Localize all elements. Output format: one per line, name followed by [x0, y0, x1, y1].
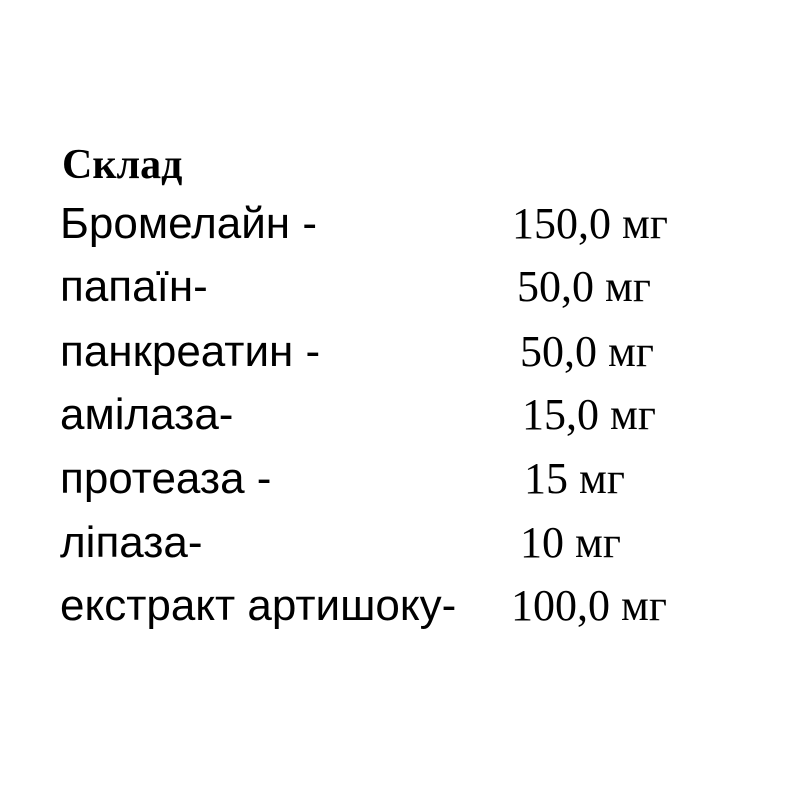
ingredient-amount-bromelain: 150,0 мг	[512, 199, 668, 248]
ingredient-amount-protease: 15 мг	[524, 454, 625, 503]
ingredient-name-bromelain: Бромелайн -	[60, 199, 317, 248]
ingredient-name-amylase: амілаза-	[60, 390, 234, 439]
ingredient-amount-pancreatin: 50,0 мг	[520, 327, 654, 376]
ingredient-amount-papain: 50,0 мг	[517, 262, 651, 311]
ingredient-name-pancreatin: панкреатин -	[60, 327, 321, 376]
ingredient-name-artichoke-extract: екстракт артишоку-	[60, 581, 457, 630]
ingredient-name-lipase: ліпаза-	[60, 518, 203, 567]
ingredient-name-papain: папаїн-	[60, 262, 208, 311]
ingredient-name-protease: протеаза -	[60, 454, 272, 503]
ingredient-amount-artichoke-extract: 100,0 мг	[511, 581, 667, 630]
composition-title: Склад	[62, 142, 183, 188]
ingredient-amount-amylase: 15,0 мг	[522, 390, 656, 439]
ingredient-amount-lipase: 10 мг	[520, 518, 621, 567]
